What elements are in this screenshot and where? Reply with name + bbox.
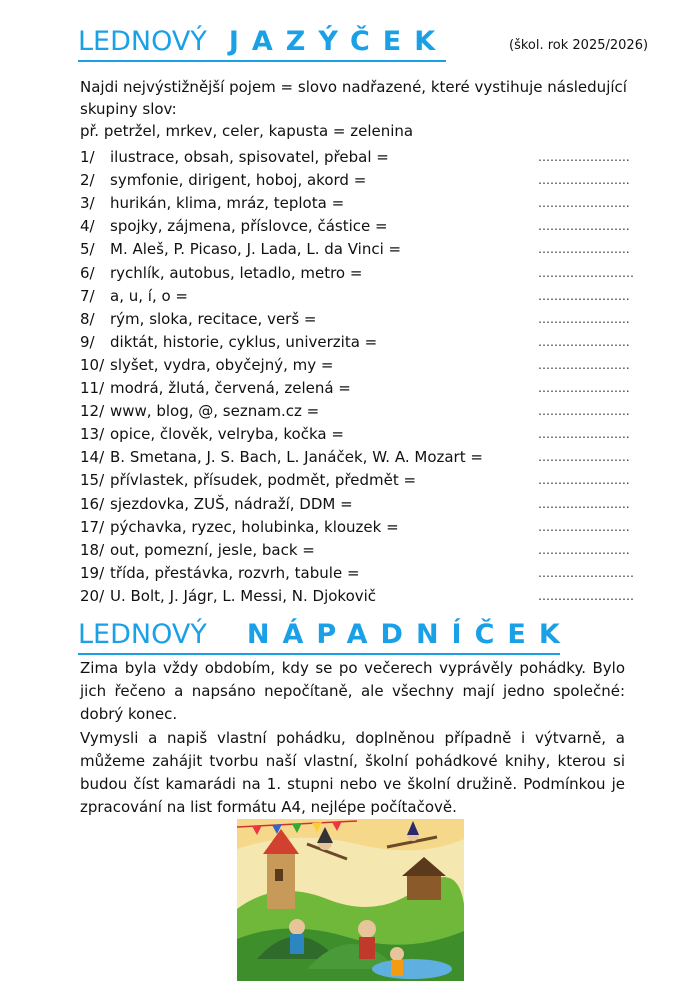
item-number: 10/ <box>80 355 105 374</box>
answer-blank[interactable]: ………………….. <box>538 542 630 557</box>
exercise-item <box>80 469 640 491</box>
item-number: 3/ <box>80 194 95 213</box>
title-word-lednovy: LEDNOVÝ <box>78 26 207 57</box>
item-words: out, pomezní, jesle, back = <box>110 540 315 559</box>
title-underline <box>78 60 446 62</box>
title-word-lednovy-2: LEDNOVÝ <box>78 619 207 650</box>
fairy-tale-illustration <box>237 819 464 981</box>
exercise-item <box>80 400 640 422</box>
answer-blank[interactable]: ………………….. <box>538 150 630 164</box>
answer-blank[interactable]: …………………… <box>538 588 634 603</box>
exercise-item <box>80 169 640 191</box>
answer-blank[interactable]: ………………….. <box>538 381 630 395</box>
answer-blank[interactable]: …………………… <box>538 265 634 280</box>
answer-blank[interactable]: ………………….. <box>538 173 630 188</box>
example-line: př. petržel, mrkev, celer, kapusta = zelenina <box>80 122 414 140</box>
item-words: opice, člověk, velryba, kočka = <box>110 425 344 444</box>
item-words: rychlík, autobus, letadlo, metro = <box>110 263 363 282</box>
exercise-item <box>80 377 640 399</box>
worksheet-title <box>78 26 448 57</box>
school-year: (škol. rok 2025/2026) <box>509 38 649 53</box>
item-words: sjezdovka, ZUŠ, nádraží, DDM = <box>110 494 353 513</box>
task-instructions <box>80 76 650 142</box>
answer-blank[interactable]: ………………….. <box>538 242 630 257</box>
exercise-item <box>80 423 640 445</box>
item-number: 9/ <box>80 332 95 351</box>
item-words: symfonie, dirigent, hoboj, akord = <box>110 171 367 190</box>
item-number: 11/ <box>80 379 105 397</box>
item-words: modrá, žlutá, červená, zelená = <box>110 379 351 397</box>
title-word-napadnicek: NÁPADNÍČEK <box>246 619 573 650</box>
answer-blank[interactable]: ………………….. <box>538 496 630 511</box>
answer-blank[interactable]: …………………… <box>538 565 634 580</box>
item-words: spojky, zájmena, příslovce, částice = <box>110 217 388 236</box>
exercise-item <box>80 262 640 284</box>
item-number: 14/ <box>80 448 105 467</box>
exercise-item <box>80 146 640 168</box>
item-number: 16/ <box>80 494 105 513</box>
exercise-item <box>80 585 640 607</box>
answer-blank[interactable]: ………………….. <box>538 219 630 234</box>
item-words: přívlastek, přísudek, podmět, předmět = <box>110 471 417 490</box>
item-number: 8/ <box>80 309 95 328</box>
exercise-item <box>80 354 640 376</box>
item-words: B. Smetana, J. S. Bach, L. Janáček, W. A. Mozart = <box>110 448 483 467</box>
answer-blank[interactable]: ………………….. <box>538 288 630 303</box>
exercise-item <box>80 192 640 214</box>
item-words: pýchavka, ryzec, holubinka, klouzek = <box>110 517 399 536</box>
answer-blank[interactable]: ………………….. <box>538 404 630 419</box>
item-number: 6/ <box>80 263 95 282</box>
item-number: 19/ <box>80 563 105 582</box>
item-words: slyšet, vydra, obyčejný, my = <box>110 355 334 374</box>
exercise-item <box>80 516 640 538</box>
answer-blank[interactable]: ………………….. <box>538 196 630 211</box>
item-number: 5/ <box>80 240 95 259</box>
exercise-item <box>80 562 640 584</box>
task-paragraph: Vymysli a napiš vlastní pohádku, doplněnou případně i výtvarně, a můžeme zahájit tvorbu naší vlastní, školní pohádkové knihy, kterou si budou číst kamarádi na 1. stupni nebo ve školní družině. Podmínkou je zpracování na list formátu A4, nejlépe počítačově. <box>80 729 625 816</box>
exercise-item <box>80 285 640 307</box>
item-number: 17/ <box>80 517 105 536</box>
instruction-text: Najdi nejvýstižnější pojem = slovo nadřazené, které vystihuje následující skupiny slov: <box>80 78 627 118</box>
item-words: diktát, historie, cyklus, univerzita = <box>110 332 378 351</box>
exercise-item <box>80 238 640 260</box>
item-number: 7/ <box>80 286 95 305</box>
answer-blank[interactable]: ………………….. <box>538 334 630 349</box>
item-words: U. Bolt, J. Jágr, L. Messi, N. Djokovič <box>110 586 377 605</box>
exercise-item <box>80 331 640 353</box>
answer-blank[interactable]: ………………….. <box>538 473 630 488</box>
exercise-item <box>80 539 640 561</box>
answer-blank[interactable]: ………………….. <box>538 357 630 372</box>
item-number: 18/ <box>80 540 105 559</box>
item-number: 13/ <box>80 425 105 444</box>
answer-blank[interactable]: ………………….. <box>538 427 630 442</box>
answer-blank[interactable]: ………………….. <box>538 519 630 534</box>
exercise-item <box>80 308 640 330</box>
item-words: třída, přestávka, rozvrh, tabule = <box>110 563 360 582</box>
item-words: ilustrace, obsah, spisovatel, přebal = <box>110 148 389 166</box>
title-word-jazycek: JAZÝČEK <box>228 26 449 57</box>
item-number: 4/ <box>80 217 95 236</box>
exercise-item <box>80 493 640 515</box>
item-number: 2/ <box>80 171 95 190</box>
section-title-underline <box>78 653 560 655</box>
item-number: 12/ <box>80 402 105 421</box>
exercise-item <box>80 446 640 468</box>
item-number: 1/ <box>80 148 95 166</box>
item-words: hurikán, klima, mráz, teplota = <box>110 194 345 213</box>
story-paragraph: Zima byla vždy obdobím, kdy se po večerech vyprávěly pohádky. Bylo jich řečeno a napsáno nepočítaně, ale všechny mají jedno společné: dobrý konec. <box>80 659 625 723</box>
item-words: www, blog, @, seznam.cz = <box>110 402 320 421</box>
section-title <box>78 619 573 650</box>
item-number: 15/ <box>80 471 105 490</box>
exercise-item <box>80 215 640 237</box>
item-words: a, u, í, o = <box>110 286 188 305</box>
item-words: rým, sloka, recitace, verš = <box>110 309 317 328</box>
answer-blank[interactable]: ………………….. <box>538 450 630 465</box>
answer-blank[interactable]: ………………….. <box>538 311 630 326</box>
item-number: 20/ <box>80 586 105 605</box>
item-words: M. Aleš, P. Picaso, J. Lada, L. da Vinci = <box>110 240 402 259</box>
